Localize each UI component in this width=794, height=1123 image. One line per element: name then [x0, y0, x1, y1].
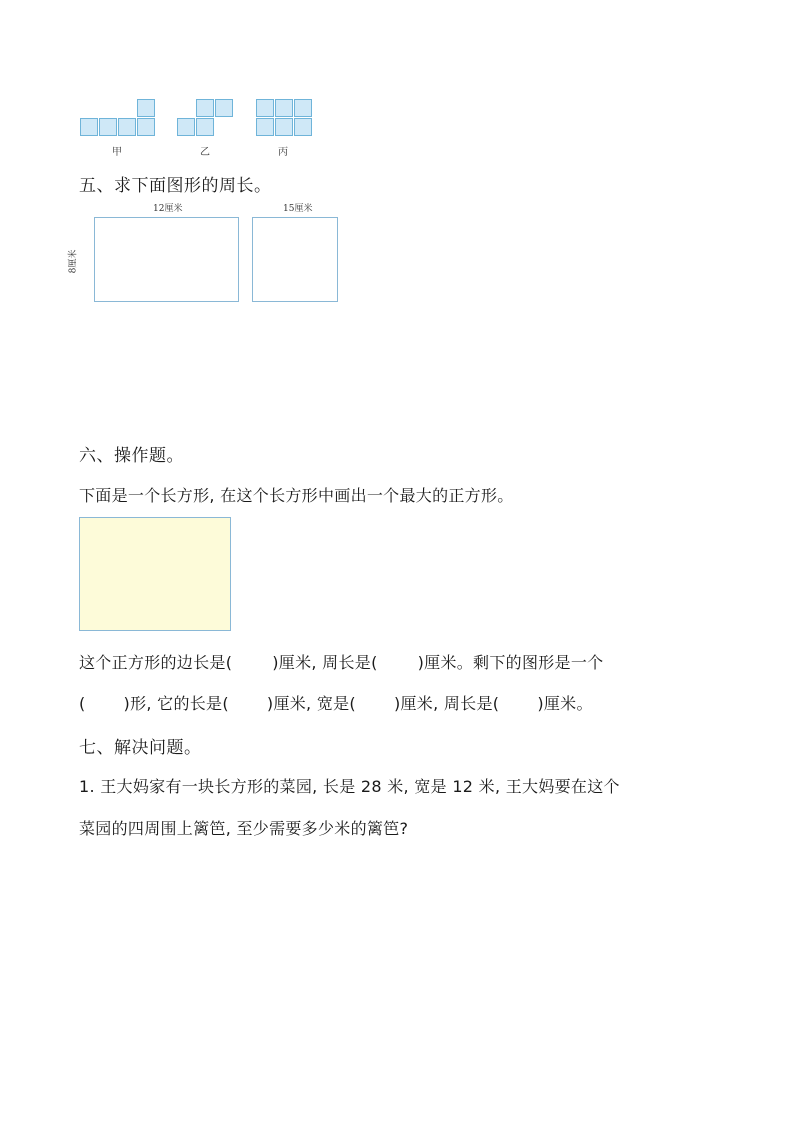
drawing-rectangle[interactable] — [79, 517, 231, 631]
grid-cell — [196, 118, 214, 136]
fill-text: )厘米, 周长是( — [272, 653, 378, 672]
grid-cell — [256, 118, 274, 136]
fill-text: )形, 它的长是( — [123, 694, 229, 713]
rect-width-label: 12厘米 — [153, 204, 183, 214]
fill-text: ( — [79, 694, 86, 713]
figure-label-bing: 丙 — [278, 147, 288, 158]
grid-cell — [275, 118, 293, 136]
fill-text: 这个正方形的边长是( — [79, 653, 233, 672]
grid-cell — [137, 118, 155, 136]
grid-cell — [137, 99, 155, 117]
grid-cell — [275, 99, 293, 117]
section6-heading: 六、操作题。 — [79, 446, 184, 466]
fill-line-2 — [79, 691, 593, 714]
rect-height-label: 8厘米 — [68, 249, 79, 274]
rectangle-figure — [94, 217, 239, 302]
section5-heading: 五、求下面图形的周长。 — [79, 176, 272, 196]
section7-heading: 七、解决问题。 — [79, 738, 202, 758]
figure-label-yi: 乙 — [200, 147, 210, 158]
grid-cell — [118, 118, 136, 136]
problem1-line2: 菜园的四周围上篱笆, 至少需要多少米的篱笆? — [79, 819, 409, 838]
fill-text: )厘米, 宽是( — [266, 694, 356, 713]
section6-instruction: 下面是一个长方形, 在这个长方形中画出一个最大的正方形。 — [79, 486, 514, 505]
square-figure — [252, 217, 338, 302]
grid-cell — [177, 118, 195, 136]
square-side-label: 15厘米 — [283, 204, 313, 214]
fill-line-1 — [79, 650, 603, 673]
fill-text: )厘米, 周长是( — [393, 694, 500, 713]
grid-cell — [215, 99, 233, 117]
grid-cell — [294, 118, 312, 136]
fill-text: )厘米。 — [537, 694, 593, 713]
problem1-line1: 1. 王大妈家有一块长方形的菜园, 长是 28 米, 宽是 12 米, 王大妈要在这个 — [79, 777, 620, 796]
figure-label-jia: 甲 — [112, 147, 122, 158]
grid-cell — [294, 99, 312, 117]
grid-cell — [256, 99, 274, 117]
grid-cell — [196, 99, 214, 117]
grid-cell — [80, 118, 98, 136]
fill-text: )厘米。剩下的图形是一个 — [417, 653, 604, 672]
grid-cell — [99, 118, 117, 136]
